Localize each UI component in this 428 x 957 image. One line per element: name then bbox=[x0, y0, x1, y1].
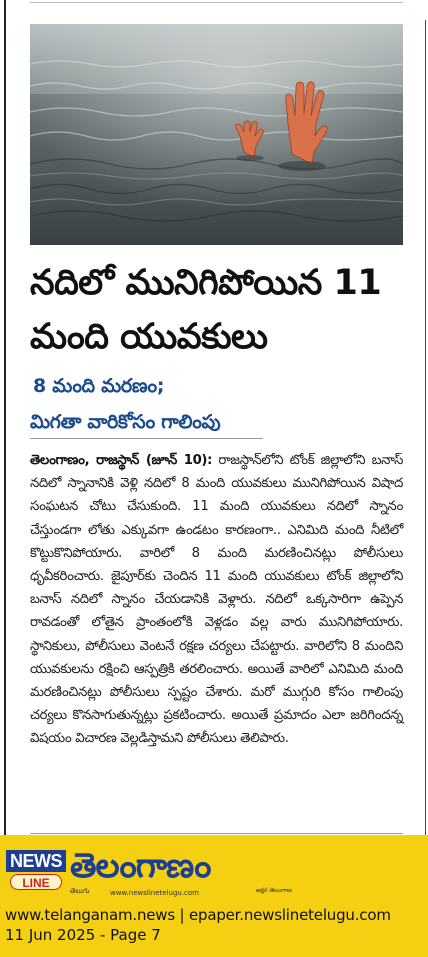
article-body bbox=[30, 449, 403, 751]
article-headline: నదిలో మునిగిపోయిన 11 మంది యువకులు bbox=[30, 263, 382, 357]
column-right-rule bbox=[425, 20, 426, 835]
brand-small-url: www.newslinetelugu.com bbox=[110, 889, 199, 897]
subheading-underline bbox=[30, 438, 263, 439]
article-body-text: రాజస్థాన్‌లోని టోంక్ జిల్లాలోని బనాస్ నదిలో స్నానానికి వెళ్లి నదిలో 8 మంది యువకులు మునిగిపోయిన విషాద సంఘటన చోటు చేసుకుంది. 11 మంది యువకులు నదిలో స్నానం చేస్తుండగా లోతు ఎక్కువగా ఉండటం కారణంగా.. ఎనిమిది మంది నీటిలో కొట్టుకొనిపోయారు. వారిలో 8 మంది మరణించినట్లు పోలీసులు ధృవీకరించారు. జైపూర్‌కు చెందిన 11 మంది యువకులు టోంక్ జిల్లాలోని బనాస్ నదిలో స్నానం చేయడానికి వెళ్లారు. నదిలో ఒక్కసారిగా ఉప్పెన రావడంతో లోతైన ప్రాంతంలోకి వెళ్లడం వల్ల వారు మునిగిపోయారు. స్థానికులు, పోలీసులు వెంటనే రక్షణ చర్యలు చేపట్టారు. వారిలోని 8 మందిని యువకులను రక్షించి ఆస్పత్రికి తరలించారు. అయితే వారిలో ఎనిమిది మంది మరణించినట్లు పోలీసులు స్పష్టం చేశారు. మరో ముగ్గురి కోసం గాలింపు చర్యలు కొనసాగుతున్నట్లు ప్రకటించారు. అయితే ప్రమాదం ఎలా జరిగిందన్న విషయం విచారణ వెల్లడిస్తామని పోలీసులు తెలిపారు. bbox=[30, 453, 403, 747]
top-divider bbox=[30, 2, 403, 3]
article-subheading-deaths: 8 మంది మరణం; bbox=[33, 375, 165, 397]
logo-line-text: LINE bbox=[10, 874, 62, 890]
logo-news-text: NEWS bbox=[6, 850, 66, 872]
article-subheading-search: మిగతా వారికోసం గాలింపు bbox=[30, 411, 221, 433]
footer-page-info: 11 Jun 2025 - Page 7 bbox=[5, 926, 161, 944]
brand-name: తెలంగాణం bbox=[70, 846, 211, 886]
column-left-rule bbox=[4, 0, 6, 835]
brand-tagline: అక్షర తెలంగాణ bbox=[256, 887, 292, 894]
footer-links[interactable]: www.telanganam.news | epaper.newslinetelugu.com bbox=[5, 906, 391, 924]
logo-small-caption: తెలుగు bbox=[70, 887, 90, 895]
epaper-footer bbox=[0, 835, 428, 957]
article-photo-drowning-hands bbox=[30, 24, 403, 245]
footer-divider bbox=[30, 833, 403, 834]
article-dateline: తెలంగాణం, రాజస్థాన్ (జూన్ 10): bbox=[30, 453, 212, 468]
newsline-logo bbox=[6, 850, 66, 892]
